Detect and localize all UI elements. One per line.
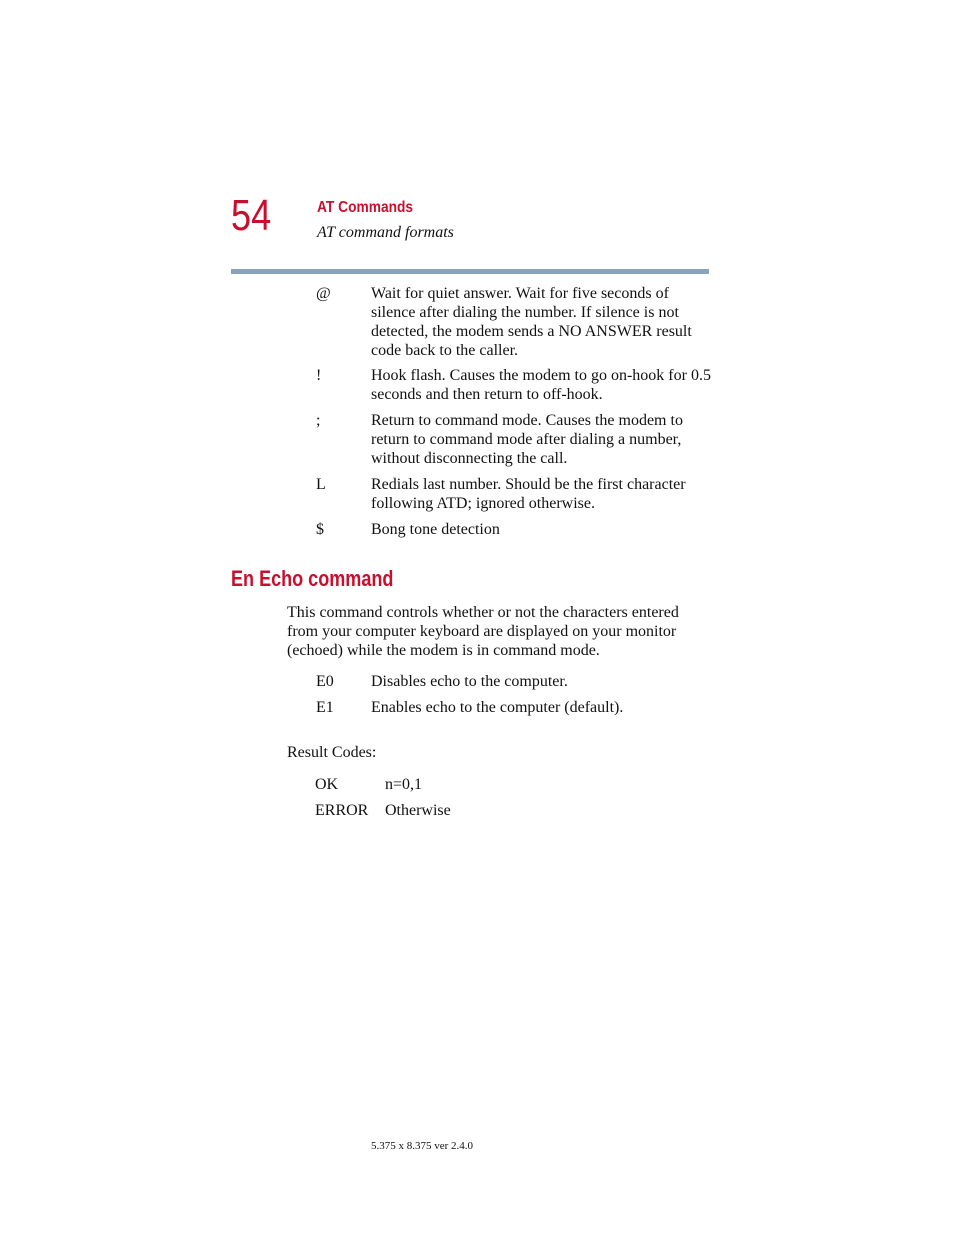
- dial-modifier-description: Redials last number. Should be the first character following ATD; ignored otherwise.: [371, 476, 686, 512]
- echo-option-description: Enables echo to the computer (default).: [371, 699, 624, 716]
- page-number: 54: [231, 191, 272, 240]
- echo-description-paragraph: This command controls whether or not the characters entered from your computer keyboard are displayed on your monitor (echoed) while the modem is in command mode.: [287, 604, 679, 659]
- echo-option-key: E0: [316, 673, 334, 690]
- dial-modifier-description: Bong tone detection: [371, 521, 500, 538]
- dial-modifier-key: !: [316, 367, 322, 384]
- dial-modifier-key: @: [316, 285, 331, 302]
- section-subtitle: AT command formats: [317, 224, 454, 241]
- result-code-condition: n=0,1: [385, 776, 423, 793]
- footer-version: 5.375 x 8.375 ver 2.4.0: [371, 1140, 474, 1152]
- dial-modifier-key: $: [316, 521, 324, 538]
- dial-modifier-description: Return to command mode. Causes the modem to return to command mode after dialing a number, without disconnecting the call.: [371, 412, 683, 467]
- echo-option-description: Disables echo to the computer.: [371, 673, 568, 690]
- result-code-condition: Otherwise: [385, 802, 451, 819]
- section-heading-echo: En Echo command: [231, 566, 394, 591]
- result-codes-label: Result Codes:: [287, 744, 377, 761]
- header-rule: [231, 269, 709, 274]
- dial-modifier-key: L: [316, 476, 326, 493]
- dial-modifier-description: Hook flash. Causes the modem to go on-hook for 0.5 seconds and then return to off-hook.: [371, 367, 711, 403]
- dial-modifier-key: ;: [316, 412, 321, 429]
- result-code: ERROR: [315, 802, 369, 819]
- chapter-title: AT Commands: [317, 199, 414, 216]
- dial-modifier-description: Wait for quiet answer. Wait for five seconds of silence after dialing the number. If silence is not detected, the modem sends a NO ANSWER result code back to the caller.: [371, 285, 692, 359]
- result-code: OK: [315, 776, 339, 793]
- echo-option-key: E1: [316, 699, 334, 716]
